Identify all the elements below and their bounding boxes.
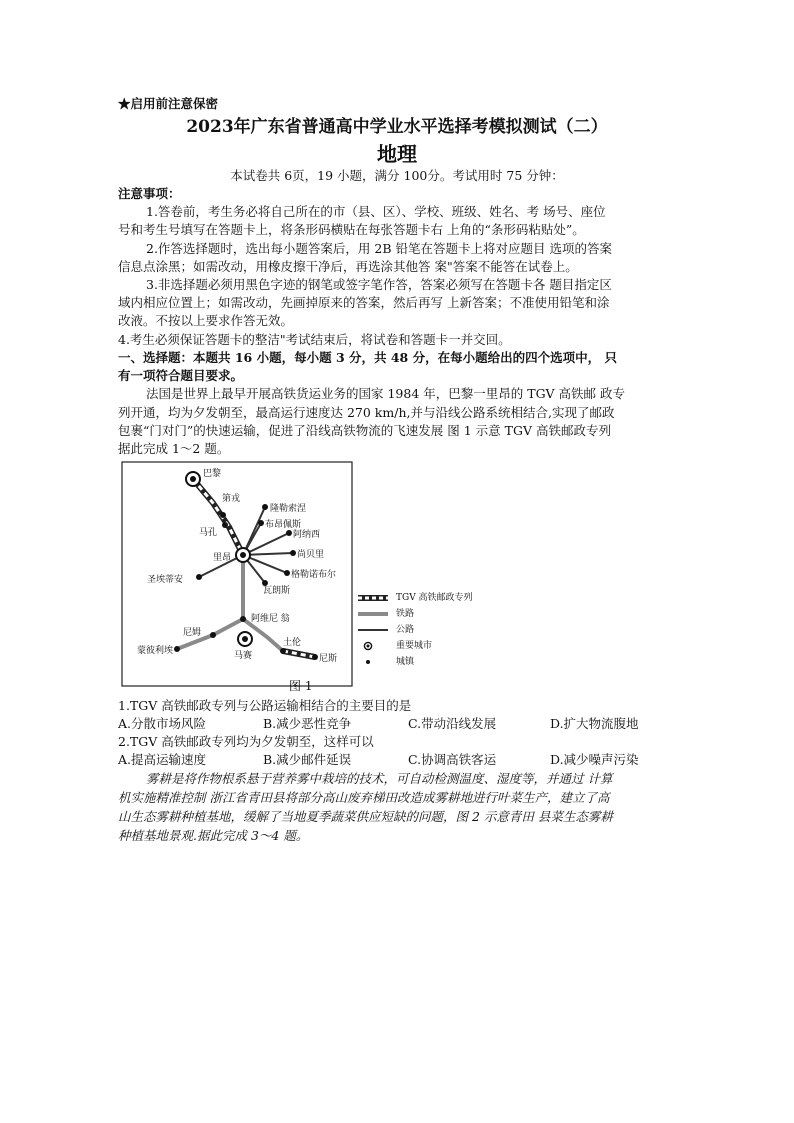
city-label-stetienne: 圣埃蒂安 <box>147 574 184 584</box>
town-dot <box>220 512 226 518</box>
town-dot <box>258 520 264 526</box>
passage-line: 列开通，均为夕发朝至，最高运行速度达 270 km/h,并与沿线公路系统相结合,实现了邮政 <box>118 405 615 420</box>
legend-label-major-city: 重要城市 <box>396 641 433 651</box>
town-legend-symbol <box>358 658 388 666</box>
city-label-grenoble: 格勒诺布尔 <box>291 569 337 579</box>
legend-item-road <box>358 622 488 638</box>
town-dot <box>286 530 292 536</box>
notes-line: 改液。不按以上要求作答无效。 <box>118 313 294 328</box>
q1-option-c: C.带动沿线发展 <box>408 716 497 731</box>
exam-title: 2023年广东省普通高中学业水平选择考模拟测试（二） <box>186 117 608 137</box>
subject-title: 地理 <box>377 142 417 166</box>
rail-legend-symbol <box>358 610 388 618</box>
passage-line: 山生态雾耕种植基地，缓解了当地夏季蔬菜供应短缺的问题，图 2 示意青田 县菜生态雾耕 <box>118 809 613 824</box>
notes-line: 1.答卷前，考生务必将自己所在的市（县、区）、学校、班级、姓名、考 场号、座位 <box>146 204 606 219</box>
passage-line: 据此完成 1～2 题。 <box>118 441 230 456</box>
question-1-stem: 1.TGV 高铁邮政专列与公路运输相结合的主要目的是 <box>118 698 412 713</box>
q2-option-d: D.减少噪声污染 <box>550 752 639 767</box>
legend-item-tgv <box>358 590 488 606</box>
city-label-nimes: 尼姆 <box>183 627 202 637</box>
city-label-montpellier: 蒙彼利埃 <box>137 645 174 655</box>
legend-label-road: 公路 <box>396 625 415 635</box>
city-label-dijon: 第戎 <box>222 493 241 503</box>
q2-option-c: C.协调高铁客运 <box>408 752 497 767</box>
question-2-options <box>118 751 678 768</box>
town-dot <box>196 574 202 580</box>
town-dot <box>222 522 228 528</box>
legend-label-town: 城镇 <box>396 657 415 667</box>
city-label-macon: 马孔 <box>199 527 218 537</box>
town-dot <box>210 632 216 638</box>
passage-line: 雾耕是将作物根系悬于营养雾中栽培的技术，可自动检测温度、湿度等，并通过 计算 <box>146 771 613 786</box>
road-legend-symbol <box>358 626 388 634</box>
city-label-paris: 巴黎 <box>203 468 222 478</box>
section-heading: 一、选择题：本题共 16 小题，每小题 3 分，共 48 分，在每小题给出的四个选项中， 只 <box>118 350 617 365</box>
legend-label-tgv: TGV 高铁邮政专列 <box>396 593 473 603</box>
confidential-mark: ★启用前注意保密 <box>118 96 219 111</box>
town-dot <box>284 570 290 576</box>
notes-line: 2.作答选择题时，选出每小题答案后，用 2B 铅笔在答题卡上将对应题目 选项的答案 <box>146 241 612 256</box>
notes-line: 3.非选择题必须用黑色字迹的钢笔或签字笔作答，答案必须写在答题卡各 题目指定区 <box>146 277 612 292</box>
legend-item-town <box>358 654 488 670</box>
major-city-dot <box>242 636 248 642</box>
city-label-lyon: 里昂 <box>213 552 232 562</box>
legend-label-rail: 铁路 <box>396 609 415 619</box>
passage-line: 包裹“门对门”的快速运输，促进了沿线高铁物流的飞速发展 图 1 示意 TGV 高铁邮政专列 <box>118 423 611 438</box>
city-label-marseille: 马赛 <box>234 650 253 660</box>
question-2-stem: 2.TGV 高铁邮政专列均为夕发朝至，这样可以 <box>118 734 374 749</box>
town-dot <box>280 648 286 654</box>
major-city-dot <box>240 552 246 558</box>
city-label-nice: 尼斯 <box>319 653 338 663</box>
q1-option-a: A.分散市场风险 <box>118 716 207 731</box>
legend-item-rail <box>358 606 488 622</box>
city-label-avignon: 阿维尼 翁 <box>251 613 290 623</box>
tgv-legend-symbol <box>358 594 388 602</box>
map-legend <box>358 590 488 670</box>
city-label-annecy: 阿纳西 <box>293 529 321 539</box>
passage-line: 法国是世界上最早开展高铁货运业务的国家 1984 年，巴黎一里昂的 TGV 高铁邮 政专 <box>146 386 626 401</box>
notes-line: 域内相应位置上；如需改动，先画掉原来的答案，然后再写 上新答案；不准使用铅笔和涂 <box>118 295 610 310</box>
exam-info: 本试卷共 6页，19 小题，满分 100分。考试用时 75 分钟： <box>230 168 564 183</box>
notes-line: 4.考生必须保证答题卡的整洁"考试结束后，将试卷和答题卡一并交回。 <box>118 332 511 347</box>
legend-item-major-city <box>358 638 488 654</box>
town-dot <box>290 550 296 556</box>
major-city-legend-symbol <box>358 640 388 652</box>
city-label-valence: 瓦朗斯 <box>263 585 291 595</box>
passage-line: 机实施精准控制 浙江省青田县将部分高山废弃梯田改造成雾耕地进行叶菜生产，建立了高 <box>118 790 610 805</box>
city-label-lons: 隆勒索涅 <box>270 503 307 513</box>
q2-option-b: B.减少邮件延误 <box>263 752 352 767</box>
figure-caption: 图 1 <box>289 679 313 693</box>
notes-line: 号和考生号填写在答题卡上，将条形码横贴在每张答题卡右 上角的“条形码粘贴处”。 <box>118 222 585 237</box>
city-label-bourg: 布昂佩斯 <box>265 519 302 529</box>
town-dot <box>312 654 318 660</box>
town-dot <box>262 504 268 510</box>
town-dot <box>174 646 180 652</box>
passage-line: 种植基地景观.据此完成 3～4 题。 <box>118 828 309 843</box>
notes-line: 信息点涂黑；如需改动，用橡皮擦干净后，再选涂其他答 案"答案不能答在试卷上。 <box>118 259 578 274</box>
q1-option-d: D.扩大物流腹地 <box>550 716 639 731</box>
q1-option-b: B.减少恶性竞争 <box>263 716 352 731</box>
city-label-toulon: 土伦 <box>283 637 302 647</box>
section-heading: 有一项符合题目要求。 <box>118 368 244 383</box>
question-1-options <box>118 715 678 732</box>
notes-heading: 注意事项： <box>118 186 181 201</box>
major-city-dot <box>190 476 196 482</box>
q2-option-a: A.提高运输速度 <box>118 752 207 767</box>
city-label-chambery: 尚贝里 <box>297 549 325 559</box>
town-dot <box>240 616 246 622</box>
